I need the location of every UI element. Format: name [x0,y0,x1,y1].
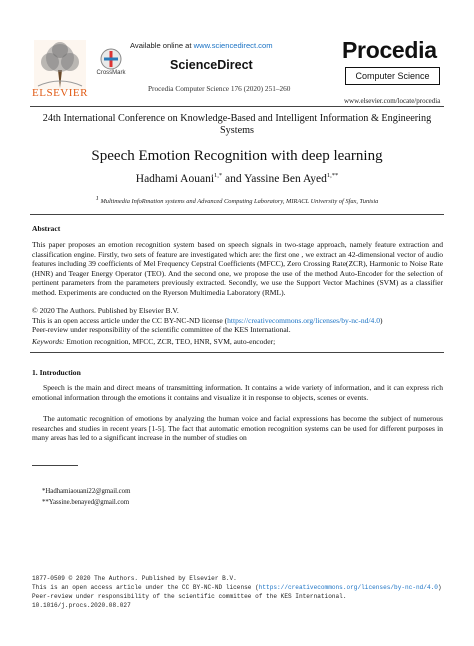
intro-paragraph-1: Speech is the main and direct means of transmitting information. It contains a wide variety of information, and it can express rich emotional information through the emotions it contains and visualize it in response to objects, scenes or events. [32,383,443,402]
available-prefix: Available online at [130,41,194,50]
author-1: Hadhami Aouani [135,172,215,185]
affiliation [30,195,444,205]
available-online-line [130,41,273,50]
abstract-bottom-rule [30,352,444,353]
elsevier-url[interactable]: www.elsevier.com/locate/procedia [344,97,441,105]
keywords-list: Emotion recognition, MFCC, ZCR, TEO, HNR, SVM, auto-encoder; [64,337,276,346]
author-1-sup: 1,* [214,172,223,179]
copyright-line-1: © 2020 The Authors. Published by Elsevier B.V. [32,306,179,315]
crossmark-icon[interactable] [100,48,122,70]
copyright-line-2 [32,316,443,326]
intro-paragraph-2: The automatic recognition of emotions by analyzing the human voice and facial expressions has become the subject of numerous researches and studies in recent years [1-5]. The fact that automatic emotion recognition systems can be used for different purposes in many areas has led to a significant increase in the number of studies on [32,414,443,443]
affiliation-sup: 1 [95,195,99,202]
sciencedirect-link[interactable]: www.sciencedirect.com [193,41,273,50]
section-heading-introduction: 1. Introduction [32,368,81,377]
bottom-license-prefix: This is an open access article under the CC BY-NC-ND license ( [32,584,259,591]
elsevier-tree-logo [34,40,86,90]
license-prefix: This is an open access article under the CC BY-NC-ND license ( [32,315,228,325]
publisher-wordmark: ELSEVIER [32,87,88,99]
peer-review-line: Peer-review under responsibility of the scientific committee of the KES International. [32,593,347,600]
bottom-license-link[interactable]: https://creativecommons.org/licenses/by-nc-nd/4.0 [258,584,438,591]
doi-line[interactable]: 10.1016/j.procs.2020.08.027 [32,602,131,609]
keywords-label: Keywords: [32,337,65,346]
conference-name: 24th International Conference on Knowledge-Based and Intelligent Information & Engineering Systems [42,113,432,136]
procedia-subtitle-box: Computer Science [345,67,440,85]
author-2-sup: 1,** [326,172,339,179]
license-link[interactable]: https://creativecommons.org/licenses/by-nc-nd/4.0 [227,315,380,325]
copyright-block [32,306,443,335]
license-suffix: ) [380,315,383,325]
keywords [32,337,443,347]
footnote-email-1: *Hadhamiaouani22@gmail.com [42,488,131,495]
footnote-rule [32,465,78,466]
footnote-email-2: **Yassine.benayed@gmail.com [42,499,130,506]
author-conjunction: and [222,172,245,185]
license-line [32,584,442,592]
author-2: Yassine Ben Ayed [244,172,327,185]
paper-title: Speech Emotion Recognition with deep learning [91,148,383,164]
abstract-top-rule [30,214,444,215]
crossmark-label: CrossMark [96,70,126,76]
copyright-line-3: Peer-review under responsibility of the scientific committee of the KES International. [32,325,291,335]
journal-citation: Procedia Computer Science 176 (2020) 251–260 [148,84,291,93]
affiliation-text: Multimedia InfoRmation systems and Advanced Computing Laboratory, MIRACL University of Sfax, Tunisia [98,198,379,206]
author-line [30,172,444,185]
abstract-heading: Abstract [32,224,61,233]
bottom-license-suffix: ) [437,584,442,591]
issn-line: 1877-0509 © 2020 The Authors. Published by Elsevier B.V. [32,575,237,582]
abstract-body: This paper proposes an emotion recognition system based on speech signals in two-stage approach, namely feature extraction and classification engine. Firstly, two sets of feature are investigated which are: the first one , we extract an 42-dimensional vector of audio features including 39 coefficients of Mel Frequency Cepstral Coefficients (MFCC), Zero Crossing Rate(ZCR), Harmonic to Noise Rate (HNR) and Teager Energy Operator (TEO). And the second one, we propose the use of the method Auto-Encoder for the selection of pertinent parameters from the parameters previously extracted. Secondly, we use the Support Vector Machines (SVM) as a classifier method. Experiments are conducted on the Ryerson Multimedia Laboratory (RML). [32,240,443,297]
header-rule [30,106,444,107]
procedia-logo: Procedia [342,37,437,63]
sciencedirect-logo: ScienceDirect [170,58,253,72]
